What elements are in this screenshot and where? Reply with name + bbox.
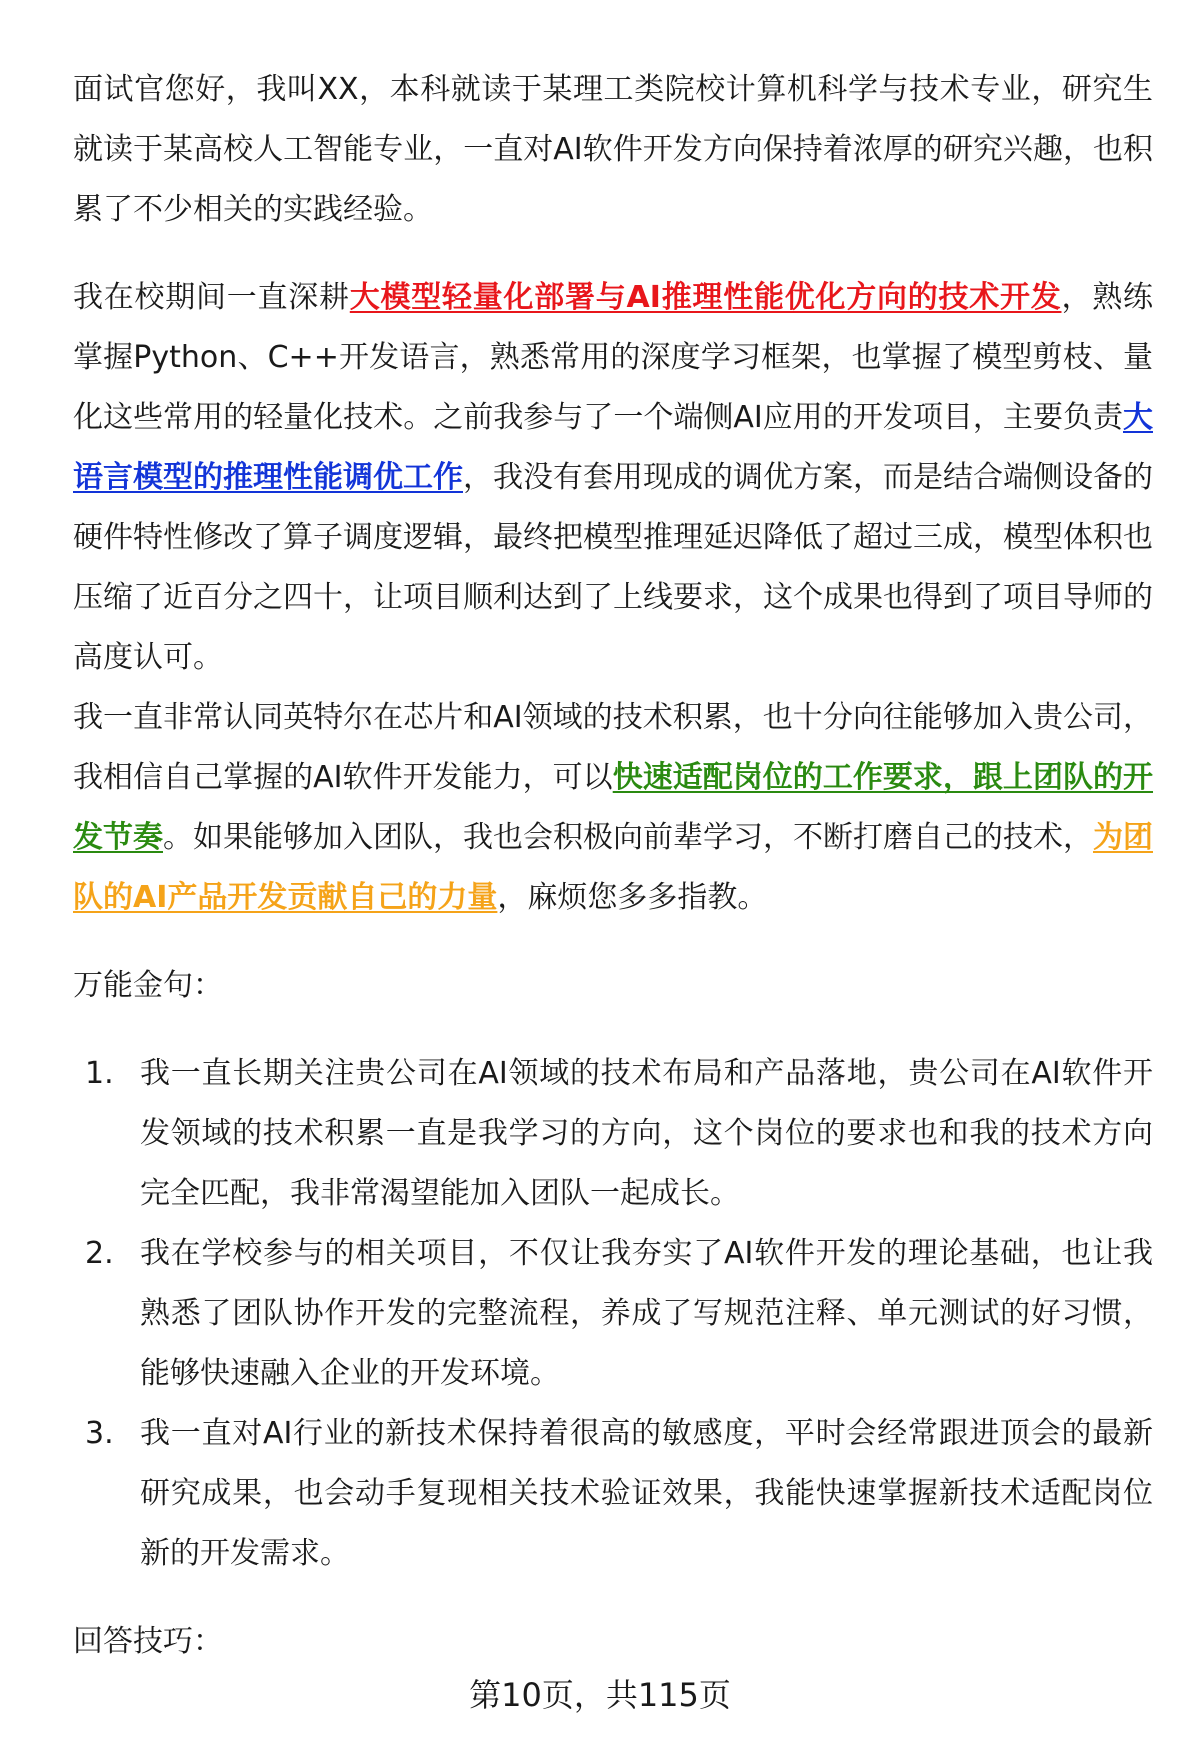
intro-paragraph xyxy=(73,60,1153,240)
list-item-number: 2. xyxy=(85,1236,114,1271)
motivation-text-middle: 。如果能够加入团队，我也会积极向前辈学习，不断打磨自己的技术， xyxy=(163,820,1093,855)
list-item-text: 我一直长期关注贵公司在AI领域的技术布局和产品落地，贵公司在AI软件开发领域的技术积累一直是我学习的方向，这个岗位的要求也和我的技术方向完全匹配，我非常渴望能加入团队一起成长。 xyxy=(140,1056,1153,1211)
experience-text-start: 我在校期间一直深耕 xyxy=(73,280,350,315)
list-item-text: 我一直对AI行业的新技术保持着很高的敏感度，平时会经常跟进顶会的最新研究成果，也会动手复现相关技术验证效果，我能快速掌握新技术适配岗位新的开发需求。 xyxy=(140,1416,1153,1571)
highlight-adaptability: 快速适配岗位的工作要求，跟上团队的开发节奏 xyxy=(73,760,1154,855)
experience-text-end: ，我没有套用现成的调优方案，而是结合端侧设备的硬件特性修改了算子调度逻辑，最终把模型推理延迟降低了超过三成，模型体积也压缩了近百分之四十，让项目顺利达到了上线要求，这个成果也得到了项目导师的高度认可。 xyxy=(73,460,1153,675)
highlight-responsibility: 大语言模型的推理性能调优工作 xyxy=(73,400,1153,495)
answer-tips-heading: 回答技巧： xyxy=(73,1624,223,1659)
list-item-number: 3. xyxy=(85,1416,114,1451)
list-item xyxy=(85,1044,1153,1224)
highlight-focus-area: 大模型轻量化部署与AI推理性能优化方向的技术开发 xyxy=(349,280,1062,315)
motivation-text-end: ，麻烦您多多指教。 xyxy=(497,880,768,915)
list-item-text: 我在学校参与的相关项目，不仅让我夯实了AI软件开发的理论基础，也让我熟悉了团队协作开发的完整流程，养成了写规范注释、单元测试的好习惯，能够快速融入企业的开发环境。 xyxy=(140,1236,1153,1391)
motivation-text-start: 我一直非常认同英特尔在芯片和AI领域的技术积累，也十分向往能够加入贵公司，我相信自己掌握的AI软件开发能力，可以 xyxy=(73,700,1153,795)
golden-sentences-list xyxy=(73,1044,1153,1584)
highlight-contribution: 为团队的AI产品开发贡献自己的力量 xyxy=(73,820,1153,915)
document-body xyxy=(73,60,1153,1672)
list-item xyxy=(85,1404,1153,1584)
experience-paragraph xyxy=(73,268,1153,688)
list-item-number: 1. xyxy=(85,1056,114,1091)
golden-sentences-heading: 万能金句： xyxy=(73,968,223,1003)
experience-text-middle: ，熟练掌握Python、C++开发语言，熟悉常用的深度学习框架，也掌握了模型剪枝、量化这些常用的轻量化技术。之前我参与了一个端侧AI应用的开发项目，主要负责 xyxy=(73,280,1153,435)
motivation-paragraph xyxy=(73,688,1153,928)
page-number-footer: 第10页，共115页 xyxy=(469,1676,731,1714)
list-item xyxy=(85,1224,1153,1404)
intro-text: 面试官您好，我叫XX，本科就读于某理工类院校计算机科学与技术专业，研究生就读于某高校人工智能专业，一直对AI软件开发方向保持着浓厚的研究兴趣，也积累了不少相关的实践经验。 xyxy=(73,72,1153,227)
